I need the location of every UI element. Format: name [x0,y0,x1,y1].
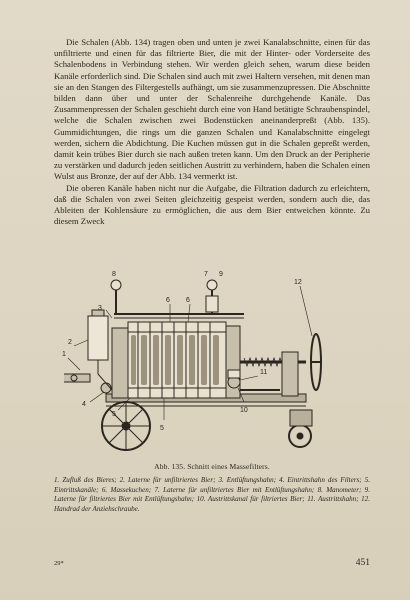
lantern-unfiltered [88,316,108,360]
callout-1: 1 [62,351,66,358]
callout-5: 5 [112,411,116,418]
figure-caption: Abb. 135. Schnitt eines Massefilters. [154,462,270,471]
manometer-left [111,280,121,290]
callout-8: 8 [112,271,116,278]
callout-9: 9 [219,271,223,278]
callout-7: 7 [204,271,208,278]
paragraph-2: Die oberen Kanäle haben nicht nur die Aufgabe, die Filtration dadurch zu erleichtern, daß die Schalen von zwei Seiten gleichzeitig gespeist werden, sondern auch die, das Ableiten der Kohlensäure zu ermöglichen, die aus dem Bier entweichen könnte. Zu diesem Zweck [54,182,370,227]
body-text [54,37,370,227]
figure-legend: 1. Zufluß des Bieres; 2. Laterne für unfiltriertes Bier; 3. Entlüftungshahn; 4. Eintrittshahn des Filters; 5. Eintrittskanäle; 6. Massekuchen; 7. Laterne für unfiltriertes Bier mit Entlüftungshahn; 8. Manometer; 9. Laterne für filtriertes Bier mit Entlüftungshahn; 10. Austrittskanal für filtriertes Bier; 11. Austrittshahn; 12. Handrad der Anziehschraube. [54,476,370,513]
callout-2: 2 [68,339,72,346]
callout-5b: 5 [160,425,164,432]
signature-mark: 29* [54,560,64,567]
left-head [112,328,128,398]
callout-11: 11 [260,369,268,376]
callout-12: 12 [294,279,302,286]
manometer-right [207,280,217,290]
figure-mass-filter [54,270,370,456]
callout-10: 10 [240,407,248,414]
callout-6b: 6 [186,297,190,304]
callout-6: 6 [166,297,170,304]
callout-3: 3 [98,305,102,312]
paragraph-1: Die Schalen (Abb. 134) tragen oben und unten je zwei Kanalabschnitte, einen für das unfiltrierte und einen für das filtrierte Bier, die mit der Hinter- oder Vorderseite des Schalenbodens in Verbindung stehen. Wir werden gleich sehen, warum diese beiden Kanäle erforderlich sind. Die Schalen sind auch mit zwei Haltern versehen, mit denen man sie an den Stangen des Filtergestells aufhängt, um sie zusammenzupressen. Die Abschnitte bilden dann über und unter der Schalenreihe durchgehende Kanäle. Das Zusammenpressen der Schalen geschieht durch eine von Hand betätigte Schraubenspindel, welche die Schalen zwischen zwei Bodenstücken aneinanderpreßt (Abb. 135). Gummidichtungen, die rings um die ganzen Schalen und Kanalabschnitte eingelegt werden, sichern die Abdichtung. Die Kuchen müssen gut in die Schalen gepreßt werden, damit kein trübes Bier durch sie nach außen treten kann. Um den Druck an der Peripherie zu verstärken und dadurch jeden seitlichen Austritt zu verhindern, haben die Schalen einen Wulst aus Bronze, der auf der Abb. 134 vermerkt ist. [54,37,370,182]
filter-illustration [54,270,370,456]
page-number: 451 [355,558,370,568]
callout-4: 4 [82,401,86,408]
